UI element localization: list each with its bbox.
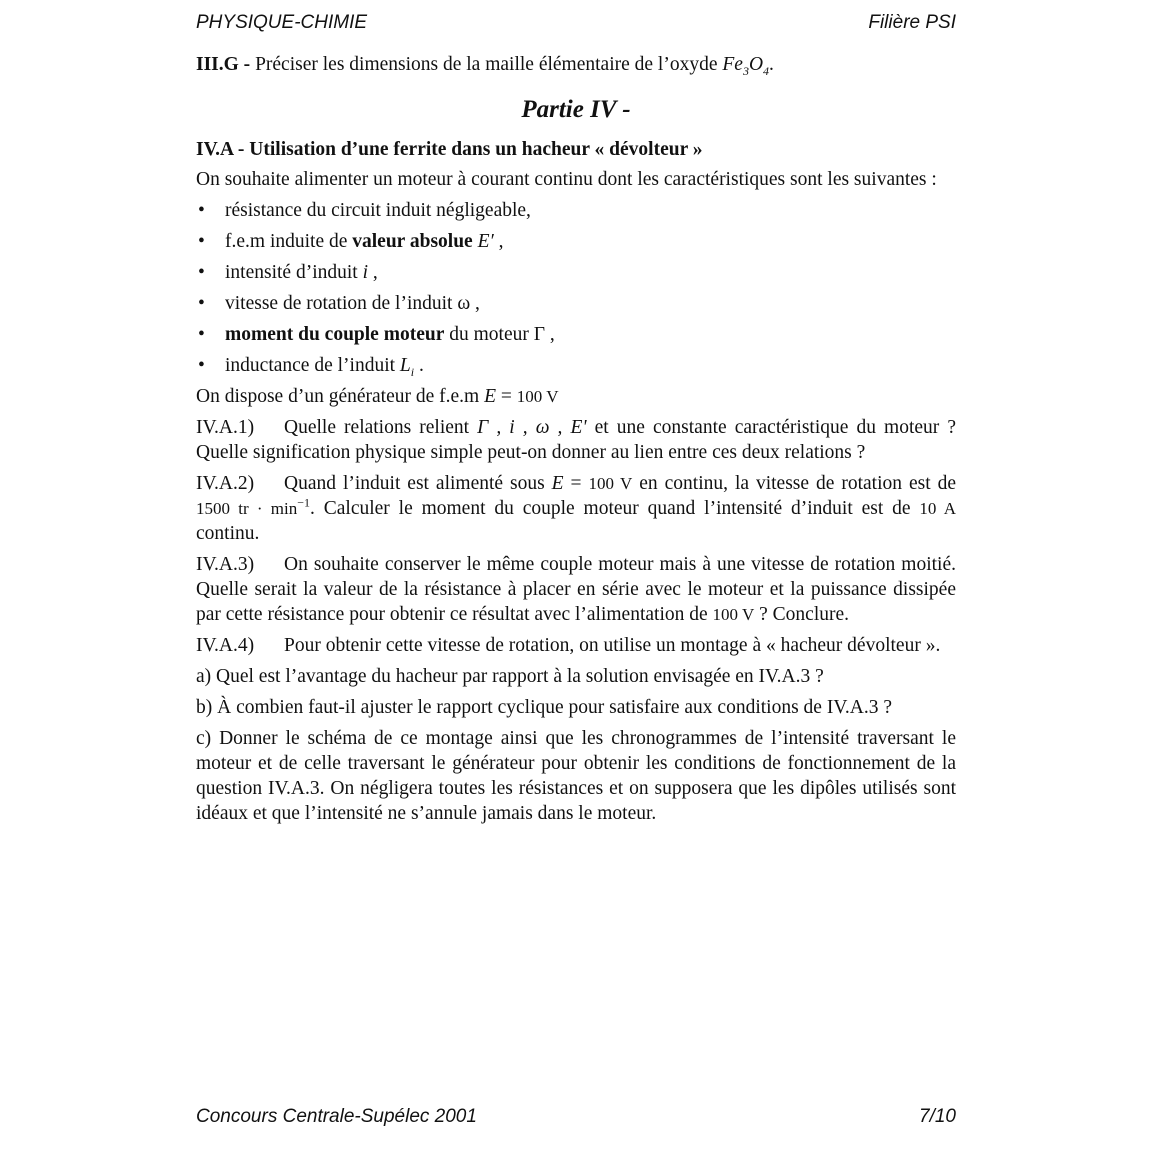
symbol-l-sub: i xyxy=(410,364,415,379)
question-III-G xyxy=(196,52,956,77)
intro-paragraph: On souhaite alimenter un moteur à courant continu dont les caractéristiques sont les suivantes : xyxy=(196,169,937,190)
list-item-text: intensité d’induit xyxy=(225,262,363,283)
question-text-end: continu. xyxy=(196,523,260,544)
part-title: Partie IV - xyxy=(521,96,631,123)
bullet-icon: • xyxy=(198,355,205,376)
list-item xyxy=(196,322,956,347)
current-value: 10 A xyxy=(919,499,956,518)
formula-o: O xyxy=(748,54,764,75)
formula-sub-3: 3 xyxy=(742,63,749,78)
list-item-text: résistance du circuit induit négligeable, xyxy=(225,200,531,221)
list-item-end: . xyxy=(414,355,424,376)
question-a: a) Quel est l’avantage du hacheur par rapport à la solution envisagée en IV.A.3 ? xyxy=(196,666,824,687)
question-IV-A-1 xyxy=(196,415,956,465)
bullet-icon: • xyxy=(198,293,205,314)
question-IV-A-2 xyxy=(196,471,956,546)
question-label: IV.A.3) xyxy=(196,554,255,575)
symbol-gamma: Γ xyxy=(533,324,545,345)
question-III-G-text: Préciser les dimensions de la maille élémentaire de l’oxyde xyxy=(250,54,723,75)
generator-value: 100 V xyxy=(516,387,559,406)
list-item xyxy=(196,229,956,254)
question-c: c) Donner le schéma de ce montage ainsi que les chronogrammes de l’intensité traversant le moteur et de celle traversant le générateur pour obtenir les conditions de fonctionnement de la question IV.A.3. On négligera toutes les résistances et on supposera que les dipôles utilisés sont idéaux et que l’intensité ne s’annule jamais dans le moteur. xyxy=(196,728,956,824)
list-item-end: , xyxy=(470,293,480,314)
question-text: On souhaite conserver le même couple moteur mais à une vitesse de rotation moitié. Quelle serait la valeur de la résistance à placer en série avec le moteur et la puissance dissipée par cette résistance pour obtenir ce résultat avec l’alimentation de xyxy=(196,554,956,625)
symbol-e-prime: E′ xyxy=(472,231,494,252)
list-item-end: , xyxy=(368,262,378,283)
bullet-icon: • xyxy=(198,324,205,345)
question-text: Quelle relations relient xyxy=(284,417,478,438)
list-item xyxy=(196,198,956,223)
question-label: IV.A.4) xyxy=(196,635,255,656)
symbol-i: i xyxy=(362,262,368,283)
page-header xyxy=(196,12,956,34)
formula-fe: Fe xyxy=(722,54,743,75)
list-item-end: , xyxy=(493,231,504,252)
document-page xyxy=(196,0,956,1152)
question-text-end: et une constante caractéristique du moteur ? Quelle signification physique simple peut-on donner au lien entre ces deux relations ? xyxy=(196,417,957,463)
header-track: Filière PSI xyxy=(868,12,956,33)
symbol-e: E xyxy=(484,386,496,407)
page-body xyxy=(196,52,956,832)
voltage-value: 100 V xyxy=(588,474,633,493)
question-text-end: ? Conclure. xyxy=(754,604,850,625)
oxide-formula xyxy=(722,54,770,78)
list-item xyxy=(196,260,956,285)
footer-contest: Concours Centrale-Supélec 2001 xyxy=(196,1106,477,1127)
symbol-omega: ω xyxy=(457,293,471,314)
question-text: Quand l’induit est alimenté sous xyxy=(284,473,552,494)
question-text: . Calculer le moment du couple moteur quand l’intensité d’induit est de xyxy=(310,498,920,519)
question-IV-A-3 xyxy=(196,552,956,627)
speed-value: 1500 tr · min xyxy=(196,499,298,518)
question-IV-A-4 xyxy=(196,633,956,658)
bullet-icon: • xyxy=(198,231,205,252)
generator-text: On dispose d’un générateur de f.e.m xyxy=(196,386,485,407)
list-item-text: vitesse de rotation de l’induit xyxy=(225,293,458,314)
bullet-icon: • xyxy=(198,262,205,283)
question-text: Pour obtenir cette vitesse de rotation, on utilise un montage à « hacheur dévolteur ». xyxy=(284,635,941,656)
bullet-icon: • xyxy=(198,200,205,221)
list-item xyxy=(196,291,956,316)
page-footer xyxy=(196,1106,956,1128)
generator-paragraph xyxy=(196,384,956,409)
list-item-text: du moteur xyxy=(444,324,534,345)
section-title: IV.A - Utilisation d’une ferrite dans un hacheur « dévolteur » xyxy=(196,139,703,160)
equals-sign: = xyxy=(563,473,589,494)
question-text: en continu, la vitesse de rotation est de xyxy=(632,473,956,494)
question-III-G-label: III.G - xyxy=(196,54,251,75)
symbol-e: E xyxy=(551,473,564,494)
question-label: IV.A.2) xyxy=(196,473,255,494)
list-item xyxy=(196,353,956,378)
list-item-text: inductance de l’induit xyxy=(225,355,400,376)
speed-exponent: −1 xyxy=(297,495,310,510)
question-label: IV.A.1) xyxy=(196,417,255,438)
list-item-bold: moment du couple moteur xyxy=(225,324,445,345)
question-symbols: Γ , i , ω , E' xyxy=(477,417,587,438)
list-item-bold: valeur absolue xyxy=(352,231,473,252)
question-b: b) À combien faut-il ajuster le rapport cyclique pour satisfaire aux conditions de IV.A.3 ? xyxy=(196,697,893,718)
question-III-G-end: . xyxy=(769,54,774,75)
header-subject: PHYSIQUE-CHIMIE xyxy=(196,12,368,33)
characteristics-list xyxy=(196,198,956,378)
equals-sign: = xyxy=(496,386,517,407)
page-number: 7/10 xyxy=(919,1106,956,1127)
voltage-value: 100 V xyxy=(712,605,755,624)
formula-sub-4: 4 xyxy=(763,63,770,78)
list-item-text: f.e.m induite de xyxy=(225,231,353,252)
list-item-end: , xyxy=(545,324,555,345)
symbol-l: L xyxy=(399,355,411,376)
